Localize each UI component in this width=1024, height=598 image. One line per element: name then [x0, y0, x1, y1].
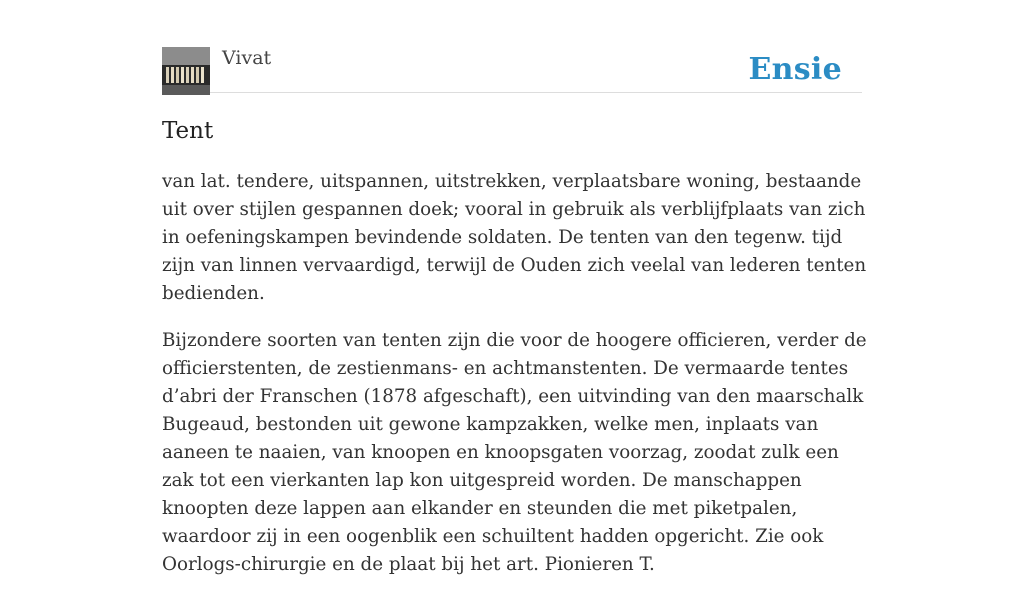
page-title: Tent	[162, 118, 214, 144]
avatar[interactable]	[162, 47, 210, 95]
article-paragraph: Bijzondere soorten van tenten zijn die voor de hoogere officieren, verder de officierstenten, de zestienmans- en achtmanstenten. De vermaarde tentes d’abri der Franschen (1878 afgeschaft), een uitvinding van den maarschalk Bugeaud, bestonden uit gewone kampzakken, welke men, inplaats van aaneen te naaien, van knoopen en knoopsgaten voorzag, zoodat zulk een zak tot een vierkanten lap kon uitgespreid worden. De manschappen knoopten deze lappen aan elkander en steunden die met piketpalen, waardoor zij in een oogenblik een schuiltent hadden opgericht. Zie ook Oorlogs-chirurgie en de plaat bij het art. Pionieren T.	[162, 330, 867, 575]
brand-logo[interactable]: Ensie	[748, 52, 842, 87]
book-spines-icon	[162, 47, 210, 95]
article-page	[162, 0, 867, 575]
article-paragraph: van lat. tendere, uitspannen, uitstrekken, verplaatsbare woning, bestaande uit over stijlen gespannen doek; vooral in gebruik als verblijfplaats van zich in oefeningskampen bevindende soldaten. De tenten van den tegenw. tijd zijn van linnen vervaardigd, terwijl de Ouden zich veelal van lederen tenten bedienden.	[162, 171, 867, 304]
source-name[interactable]: Vivat	[222, 47, 272, 69]
article-header	[162, 0, 862, 93]
article-body	[162, 168, 868, 598]
